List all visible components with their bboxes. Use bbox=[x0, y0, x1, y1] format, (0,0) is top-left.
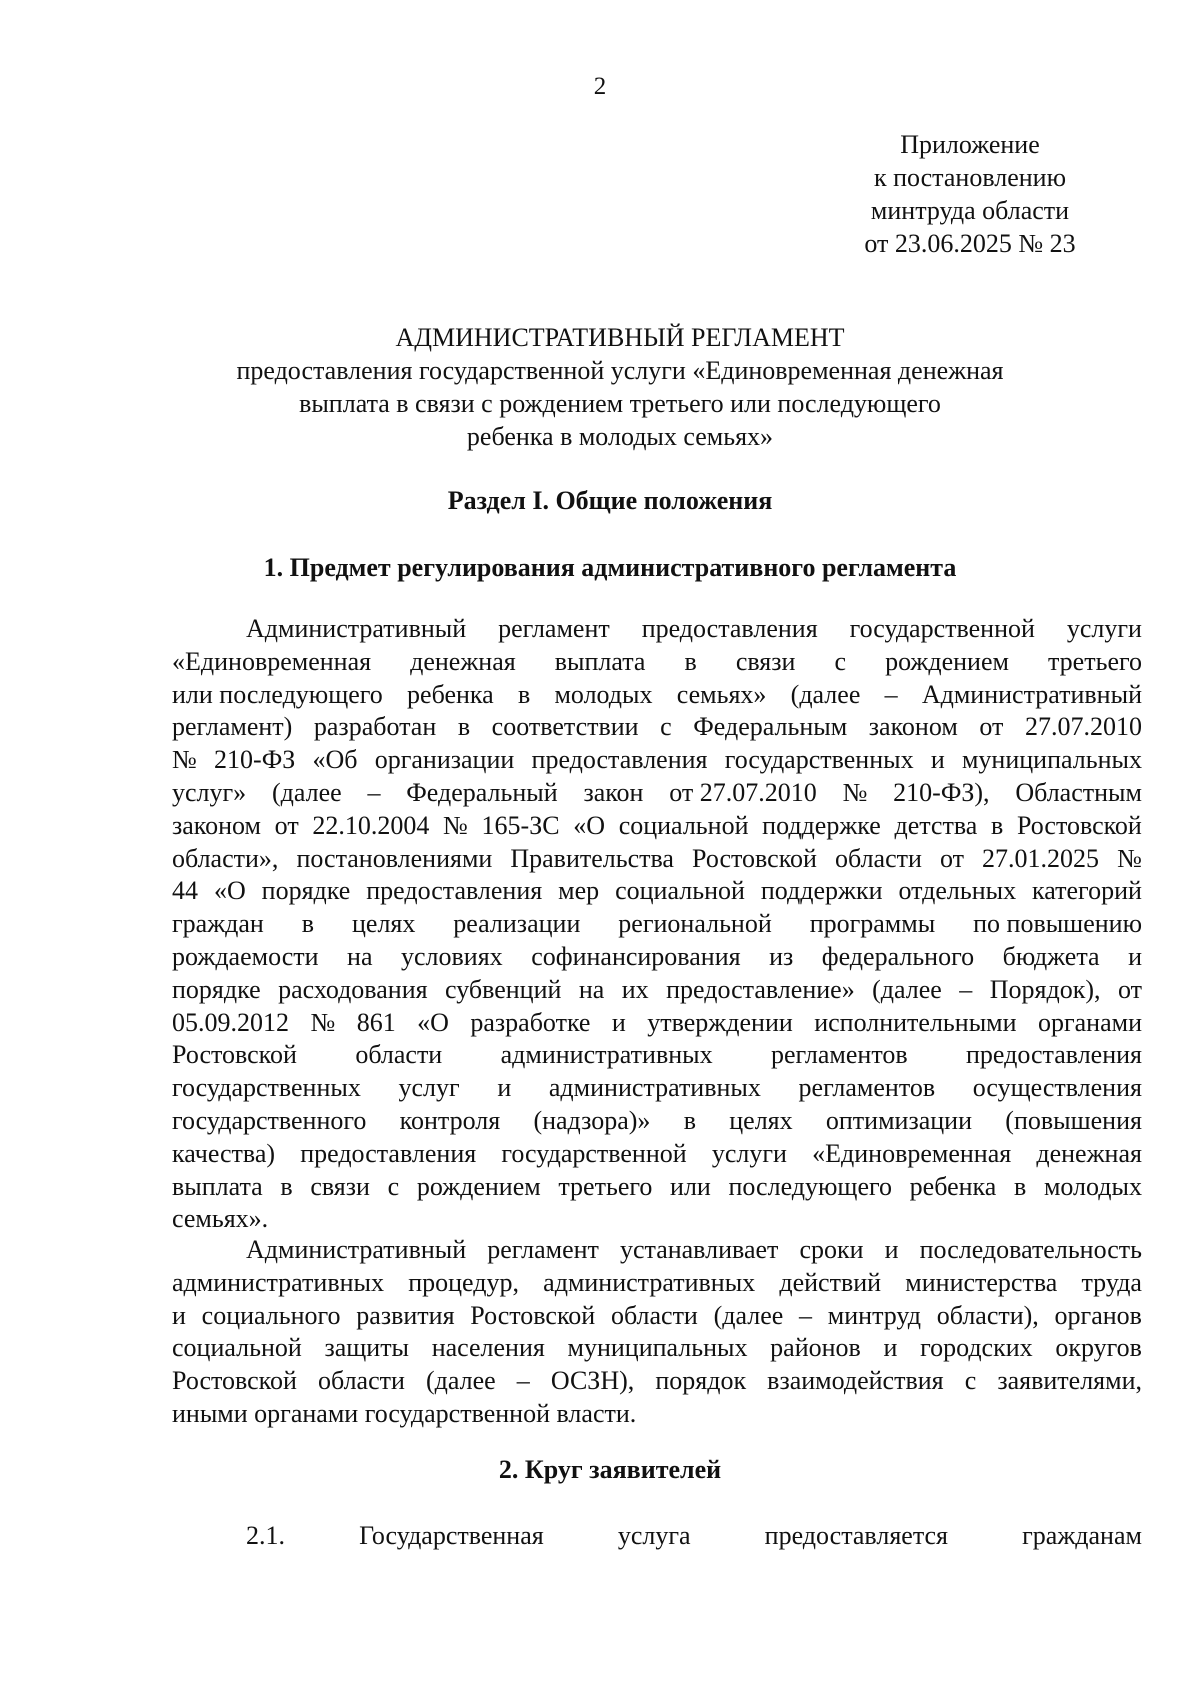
document-title: АДМИНИСТРАТИВНЫЙ РЕГЛАМЕНТ bbox=[395, 323, 845, 352]
word: 861 bbox=[356, 1007, 396, 1037]
word: Областным bbox=[1015, 777, 1142, 807]
word: № bbox=[443, 810, 468, 840]
word: связи bbox=[310, 1171, 370, 1201]
text-line bbox=[172, 908, 1142, 941]
word: в bbox=[684, 646, 697, 676]
word: Ростовской bbox=[470, 1300, 596, 1330]
word: Ростовской bbox=[692, 843, 817, 873]
text-line bbox=[172, 679, 1142, 712]
word: 27.01.2025 bbox=[982, 843, 1100, 873]
word: 44 bbox=[172, 876, 198, 906]
word: (далее bbox=[872, 974, 942, 1004]
word: социальной bbox=[615, 876, 745, 906]
word: регламент bbox=[487, 1235, 599, 1264]
word: Административный bbox=[246, 1235, 467, 1264]
word: в bbox=[517, 679, 531, 709]
word: третьего bbox=[558, 1171, 653, 1201]
word: «Об bbox=[312, 745, 358, 775]
appendix-line: Приложение bbox=[900, 130, 1040, 159]
word: (далее bbox=[271, 777, 342, 807]
paragraph bbox=[172, 1520, 1142, 1553]
word: 2.1. bbox=[246, 1521, 285, 1550]
word: государственной bbox=[501, 1138, 687, 1168]
text-line bbox=[172, 1398, 1142, 1431]
word: предоставления bbox=[366, 876, 543, 906]
word: административных bbox=[500, 1040, 713, 1070]
word: категорий bbox=[1032, 876, 1142, 906]
word: на bbox=[578, 974, 605, 1004]
text-line bbox=[172, 1007, 1142, 1040]
word: субвенций bbox=[445, 974, 562, 1004]
word: ОСЗН), bbox=[550, 1366, 635, 1396]
word: в bbox=[990, 810, 1004, 840]
word: постановлениями bbox=[296, 843, 493, 873]
word: утверждении bbox=[647, 1007, 793, 1037]
word: качества) bbox=[172, 1138, 276, 1168]
word: гражданам bbox=[1022, 1521, 1142, 1550]
word: в bbox=[280, 1171, 293, 1201]
text-line bbox=[172, 1234, 1142, 1267]
word: 210-ФЗ bbox=[214, 745, 296, 775]
word: закон bbox=[583, 777, 644, 807]
word: предоставления bbox=[531, 745, 708, 775]
document-title-block bbox=[200, 321, 1040, 453]
appendix-block bbox=[840, 128, 1100, 260]
word: исполнительными bbox=[814, 1007, 1017, 1037]
appendix-line: минтруда области bbox=[870, 196, 1070, 225]
word: условиях bbox=[401, 941, 503, 971]
word: целях bbox=[351, 909, 416, 939]
word: на bbox=[347, 941, 373, 971]
word: (повышения bbox=[1005, 1105, 1142, 1135]
text-line bbox=[172, 744, 1142, 777]
word: региональной bbox=[618, 909, 772, 939]
word: и bbox=[497, 1073, 512, 1103]
text-line bbox=[172, 1267, 1142, 1300]
word: «Единовременная bbox=[172, 646, 372, 676]
word: 27.07.2010 bbox=[1024, 712, 1142, 742]
word: денежная bbox=[410, 646, 516, 676]
word: минтруд bbox=[827, 1300, 921, 1330]
word: порядке bbox=[261, 876, 351, 906]
text-line bbox=[172, 843, 1142, 876]
word: от bbox=[939, 843, 964, 873]
word: государственной bbox=[849, 614, 1035, 643]
word: третьего bbox=[1048, 646, 1142, 676]
word: от bbox=[274, 810, 299, 840]
page-number: 2 bbox=[593, 73, 607, 100]
word: связи bbox=[735, 646, 796, 676]
word: в bbox=[301, 909, 315, 939]
word: организации bbox=[374, 745, 515, 775]
word: Порядок), bbox=[989, 974, 1101, 1004]
word: порядок bbox=[655, 1366, 747, 1396]
word: с bbox=[660, 712, 672, 742]
word: и bbox=[884, 1235, 899, 1264]
word: (надзора)» bbox=[533, 1105, 651, 1135]
word: области», bbox=[172, 843, 279, 873]
text-line bbox=[172, 1039, 1142, 1072]
text-line bbox=[172, 810, 1142, 843]
text-line bbox=[172, 1332, 1142, 1365]
word: программы bbox=[809, 909, 936, 939]
document-subtitle-line: ребенка в молодых семьях» bbox=[466, 422, 774, 451]
text-line bbox=[172, 974, 1142, 1007]
word: социальной bbox=[618, 810, 749, 840]
word: в bbox=[1014, 1171, 1027, 1201]
subsection-heading: 1. Предмет регулирования административного регламента bbox=[263, 553, 957, 582]
word: государственных bbox=[724, 745, 914, 775]
word: – bbox=[367, 777, 381, 807]
word: по повышению bbox=[973, 909, 1142, 939]
word: разработан bbox=[313, 712, 437, 742]
word: № bbox=[1117, 843, 1142, 873]
text-line bbox=[172, 1203, 1142, 1236]
text-line bbox=[172, 941, 1142, 974]
word: (далее bbox=[790, 679, 861, 709]
word: в bbox=[683, 1105, 696, 1135]
word: № bbox=[172, 745, 197, 775]
word: и bbox=[930, 745, 945, 775]
word: государственного bbox=[172, 1105, 367, 1135]
text-line bbox=[172, 646, 1142, 679]
word: выплата bbox=[172, 1171, 263, 1201]
document-subtitle-line: выплата в связи с рождением третьего или последующего bbox=[299, 389, 941, 418]
word: действий bbox=[779, 1267, 882, 1297]
word: государственных bbox=[172, 1073, 361, 1103]
word: Ростовской bbox=[1016, 810, 1142, 840]
word: административных bbox=[172, 1267, 384, 1297]
word: оптимизации bbox=[825, 1105, 973, 1135]
word: – bbox=[884, 679, 898, 709]
word: рождением bbox=[885, 646, 1009, 676]
word: детства bbox=[894, 810, 978, 840]
word: 05.09.2012 bbox=[172, 1007, 289, 1037]
word: бюджета bbox=[1002, 941, 1100, 971]
word: с bbox=[834, 646, 847, 676]
appendix-line: к постановлению bbox=[873, 163, 1067, 192]
word: регламентов bbox=[798, 1073, 936, 1103]
word: (далее bbox=[426, 1366, 496, 1396]
word: населения bbox=[431, 1333, 545, 1363]
word: городских bbox=[920, 1333, 1033, 1363]
word: устанавливает bbox=[619, 1235, 779, 1264]
paragraph bbox=[172, 613, 1142, 1236]
word: молодых bbox=[1043, 1171, 1142, 1201]
word: процедур, bbox=[408, 1267, 519, 1297]
text-line bbox=[172, 1072, 1142, 1105]
word: № bbox=[310, 1007, 336, 1037]
word: области bbox=[355, 1040, 443, 1070]
word: органами bbox=[1037, 1007, 1142, 1037]
word: регламент bbox=[498, 614, 610, 643]
word: районов bbox=[770, 1333, 861, 1363]
word: и bbox=[883, 1333, 898, 1363]
word: и bbox=[172, 1300, 186, 1330]
text-line bbox=[172, 1520, 1142, 1553]
word: министерства bbox=[905, 1267, 1058, 1297]
word: услуг bbox=[398, 1073, 460, 1103]
word: Ростовской bbox=[172, 1040, 297, 1070]
word: области bbox=[835, 843, 922, 873]
word: осуществления bbox=[972, 1073, 1142, 1103]
text-line bbox=[172, 1105, 1142, 1138]
word: – bbox=[516, 1366, 530, 1396]
word: поддержке bbox=[762, 810, 881, 840]
word: органов bbox=[1054, 1300, 1142, 1330]
word: отдельных bbox=[898, 876, 1017, 906]
word: административных bbox=[543, 1267, 756, 1297]
word: услуги bbox=[711, 1138, 787, 1168]
word: области bbox=[318, 1366, 405, 1396]
word: рождением bbox=[416, 1171, 541, 1201]
word: рождаемости bbox=[172, 941, 319, 971]
word: молодых bbox=[554, 679, 653, 709]
word: Федеральный bbox=[406, 777, 558, 807]
word: 210-ФЗ), bbox=[893, 777, 990, 807]
word: области bbox=[610, 1300, 698, 1330]
document-subtitle-line: предоставления государственной услуги «Единовременная денежная bbox=[236, 356, 1004, 385]
word: в bbox=[457, 712, 471, 742]
word: законом bbox=[868, 712, 958, 742]
text-line bbox=[172, 711, 1142, 744]
word: социальной bbox=[172, 1333, 302, 1363]
word: – bbox=[799, 1300, 813, 1330]
text-line bbox=[172, 613, 1142, 646]
word: или последующего bbox=[172, 679, 383, 709]
word: услуга bbox=[617, 1521, 691, 1550]
word: ребенка bbox=[909, 1171, 997, 1201]
word: «О bbox=[573, 810, 606, 840]
word: регламентов bbox=[771, 1040, 908, 1070]
subsection-heading: 2. Круг заявителей bbox=[498, 1455, 722, 1484]
word: софинансирования bbox=[531, 941, 741, 971]
word: с bbox=[387, 1171, 400, 1201]
word: регламент) bbox=[172, 712, 293, 742]
text-line bbox=[172, 1138, 1142, 1171]
word: «О bbox=[417, 1007, 449, 1037]
word: от bbox=[979, 712, 1004, 742]
word: граждан bbox=[172, 909, 264, 939]
word: их bbox=[621, 974, 649, 1004]
word: порядке bbox=[172, 974, 261, 1004]
word: предоставляется bbox=[764, 1521, 949, 1550]
word: развития bbox=[356, 1300, 455, 1330]
word: округов bbox=[1055, 1333, 1142, 1363]
word: – bbox=[959, 974, 973, 1004]
word: Административный bbox=[246, 614, 467, 643]
word: сроки bbox=[799, 1235, 864, 1264]
word: предоставления bbox=[641, 614, 818, 643]
word: от bbox=[1117, 974, 1142, 1004]
text-line bbox=[172, 1300, 1142, 1333]
word: предоставления bbox=[300, 1138, 477, 1168]
word: соответствии bbox=[491, 712, 639, 742]
word: 22.10.2004 bbox=[312, 810, 430, 840]
word: федерального bbox=[821, 941, 975, 971]
word: услуги bbox=[1066, 614, 1142, 643]
word: социального bbox=[201, 1300, 341, 1330]
section-heading: Раздел I. Общие положения bbox=[447, 486, 773, 515]
word: «Единовременная bbox=[812, 1138, 1012, 1168]
word: мер bbox=[558, 876, 600, 906]
word: или bbox=[670, 1171, 711, 1201]
text-line bbox=[172, 875, 1142, 908]
word: с bbox=[964, 1366, 977, 1396]
word: Федеральным bbox=[693, 712, 848, 742]
word: денежная bbox=[1036, 1138, 1142, 1168]
word: разработке bbox=[470, 1007, 591, 1037]
word: административных bbox=[548, 1073, 761, 1103]
word: Ростовской bbox=[172, 1366, 297, 1396]
word: Государственная bbox=[359, 1521, 544, 1550]
word: муниципальных bbox=[567, 1333, 748, 1363]
word: и bbox=[1128, 941, 1142, 971]
word: предоставление» bbox=[666, 974, 855, 1004]
word: взаимодействия bbox=[767, 1366, 944, 1396]
text-line bbox=[172, 1365, 1142, 1398]
word: и bbox=[611, 1007, 626, 1037]
word: «О bbox=[213, 876, 246, 906]
word: семьях» bbox=[676, 679, 767, 709]
word: последовательность bbox=[919, 1235, 1142, 1264]
word: Административный bbox=[921, 679, 1142, 709]
word: муниципальных bbox=[961, 745, 1142, 775]
word: от 27.07.2010 bbox=[669, 777, 817, 807]
word: реализации bbox=[453, 909, 581, 939]
word: семьях». bbox=[172, 1204, 269, 1234]
text-line bbox=[172, 777, 1142, 810]
text-line bbox=[172, 1171, 1142, 1204]
word: ребенка bbox=[407, 679, 494, 709]
word: целях bbox=[729, 1105, 793, 1135]
word: последующего bbox=[728, 1171, 893, 1201]
word: (далее bbox=[713, 1300, 784, 1330]
word: предоставления bbox=[966, 1040, 1142, 1070]
word: № bbox=[842, 777, 868, 807]
word: заявителями, bbox=[997, 1366, 1142, 1396]
word: из bbox=[769, 941, 794, 971]
word: Правительства bbox=[510, 843, 674, 873]
word: области), bbox=[936, 1300, 1039, 1330]
word: 165-ЗС bbox=[481, 810, 560, 840]
paragraph bbox=[172, 1234, 1142, 1431]
word: законом bbox=[172, 810, 261, 840]
word: контроля bbox=[399, 1105, 501, 1135]
word: труда bbox=[1081, 1267, 1142, 1297]
word: поддержки bbox=[760, 876, 883, 906]
word: защиты bbox=[324, 1333, 410, 1363]
word: иными органами государственной власти. bbox=[172, 1398, 637, 1428]
word: расходования bbox=[278, 974, 428, 1004]
word: услуг» bbox=[172, 777, 247, 807]
appendix-line: от 23.06.2025 № 23 bbox=[864, 229, 1076, 258]
word: выплата bbox=[554, 646, 646, 676]
